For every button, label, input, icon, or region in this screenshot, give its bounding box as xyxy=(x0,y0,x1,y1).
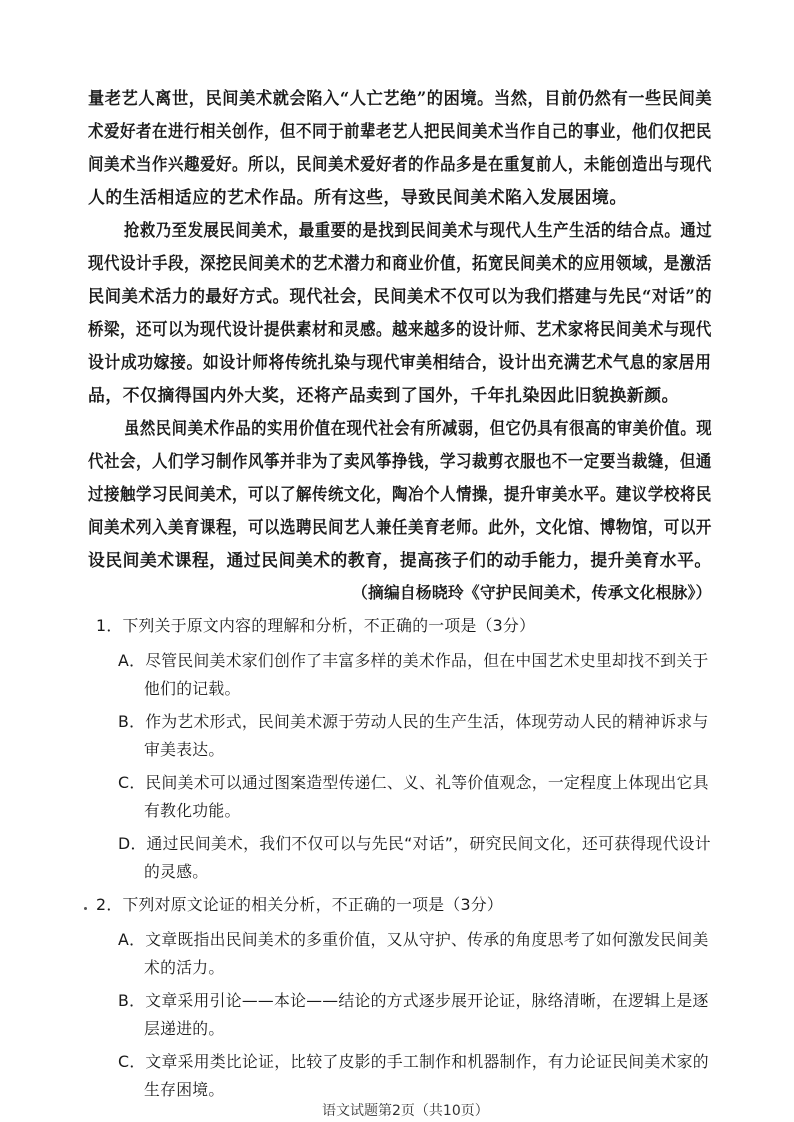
q1-option-d: D．通过民间美术，我们不仅可以与先民“对话”，研究民间文化，还可获得现代设计 xyxy=(118,834,711,853)
q2-option-c-cont: 生存困境。 xyxy=(144,1080,225,1099)
q1-option-d-cont: 的灵感。 xyxy=(144,862,209,881)
passage-line: 过接触学习民间美术，可以了解传统文化，陶冶个人情操，提升审美水平。建议学校将民 xyxy=(88,484,712,504)
q2-option-a-cont: 术的活力。 xyxy=(144,958,225,977)
q1-option-b: B．作为艺术形式，民间美术源于劳动人民的生产生活，体现劳动人民的精神诉求与 xyxy=(118,712,709,731)
passage-line: 民间美术活力的最好方式。现代社会，民间美术不仅可以为我们搭建与先民“对话”的 xyxy=(88,286,713,306)
passage-line: 间美术列入美育课程，可以选聘民间艺人兼任美育老师。此外，文化馆、博物馆，可以开 xyxy=(88,517,712,537)
passage-line: 桥梁，还可以为现代设计提供素材和灵感。越来越多的设计师、艺术家将民间美术与现代 xyxy=(88,319,712,339)
passage-source: （摘编自杨晓玲《守护民间美术，传承文化根脉》） xyxy=(352,583,712,602)
scan-mark xyxy=(84,907,87,910)
passage-line: 设民间美术课程，通过民间美术的教育，提高孩子们的动手能力，提升美育水平。 xyxy=(88,550,712,570)
passage-line: 术爱好者在进行相关创作，但不同于前辈老艺人把民间美术当作自己的事业，他们仅把民 xyxy=(88,121,712,141)
q1-option-a-cont: 他们的记载。 xyxy=(144,679,241,698)
q2-option-b-cont: 层递进的。 xyxy=(144,1019,225,1038)
passage-line: 人的生活相适应的艺术作品。所有这些，导致民间美术陷入发展困境。 xyxy=(88,187,627,207)
q2-option-b: B．文章采用引论——本论——结论的方式逐步展开论证，脉络清晰，在逻辑上是逐 xyxy=(118,991,709,1010)
question-2-stem: 2．下列对原文论证的相关分析，不正确的一项是（3分） xyxy=(96,895,504,914)
q2-option-a: A．文章既指出民间美术的多重价值，又从守护、传承的角度思考了如何激发民间美 xyxy=(118,930,709,949)
passage-line: 虽然民间美术作品的实用价值在现代社会有所减弱，但它仍具有很高的审美价值。现 xyxy=(124,418,713,438)
q1-option-c: C．民间美术可以通过图案造型传递仁、义、礼等价值观念，一定程度上体现出它具 xyxy=(118,773,709,792)
question-1-stem: 1．下列关于原文内容的理解和分析，不正确的一项是（3分） xyxy=(96,616,536,635)
page-footer: 语文试题第2页（共10页） xyxy=(322,1103,489,1119)
passage-line: 现代设计手段，深挖民间美术的艺术潜力和商业价值，拓宽民间美术的应用领域，是激活 xyxy=(88,253,712,273)
passage-line: 抢救乃至发展民间美术，最重要的是找到民间美术与现代人生产生活的结合点。通过 xyxy=(124,220,713,240)
passage-line: 量老艺人离世，民间美术就会陷入“人亡艺绝”的困境。当然，目前仍然有一些民间美 xyxy=(88,88,713,108)
q1-option-a: A．尽管民间美术家们创作了丰富多样的美术作品，但在中国艺术史里却找不到关于 xyxy=(118,651,709,670)
passage-line: 设计成功嫁接。如设计师将传统扎染与现代审美相结合，设计出充满艺术气息的家居用 xyxy=(88,352,712,372)
q2-option-c: C．文章采用类比论证，比较了皮影的手工制作和机器制作，有力论证民间美术家的 xyxy=(118,1052,709,1071)
q1-option-c-cont: 有教化功能。 xyxy=(144,801,241,820)
passage-line: 品，不仅摘得国内外大奖，还将产品卖到了国外，千年扎染因此旧貌换新颜。 xyxy=(88,385,679,405)
passage-line: 间美术当作兴趣爱好。所以，民间美术爱好者的作品多是在重复前人，未能创造出与现代 xyxy=(88,154,712,174)
passage-line: 代社会，人们学习制作风筝并非为了卖风筝挣钱，学习裁剪衣服也不一定要当裁缝，但通 xyxy=(88,451,712,471)
q1-option-b-cont: 审美表达。 xyxy=(144,740,225,759)
